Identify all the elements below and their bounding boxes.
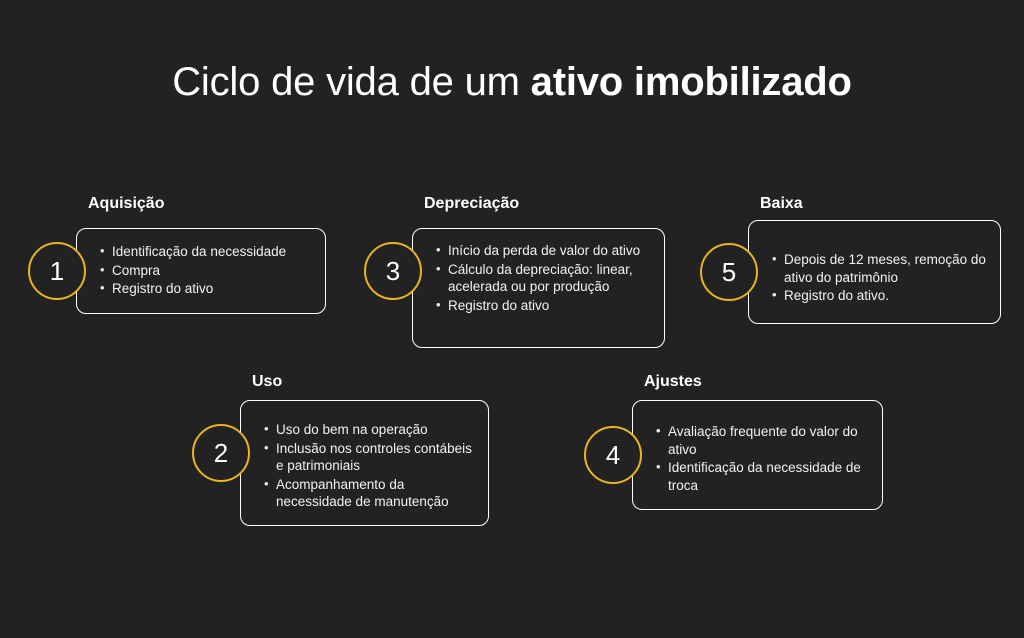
list-item: • Registro do ativo bbox=[100, 280, 315, 298]
list-item: • Compra bbox=[100, 262, 315, 280]
list-item: • Acompanhamento da necessidade de manutenção bbox=[264, 476, 479, 511]
step-4-number: 4 bbox=[584, 426, 642, 484]
step-3-number: 3 bbox=[364, 242, 422, 300]
list-item: • Registro do ativo. bbox=[772, 287, 992, 305]
list-item: • Identificação da necessidade bbox=[100, 243, 315, 261]
step-5-number: 5 bbox=[700, 243, 758, 301]
step-2-label: Uso bbox=[252, 373, 283, 390]
step-3-label: Depreciação bbox=[424, 195, 520, 212]
list-item: • Depois de 12 meses, remoção do ativo do patrimônio bbox=[772, 251, 992, 286]
step-4-bullets bbox=[656, 423, 874, 495]
step-1-bullets bbox=[100, 243, 315, 299]
step-5-label: Baixa bbox=[760, 195, 803, 212]
step-5-bullets bbox=[772, 251, 992, 306]
list-item: • Início da perda de valor do ativo bbox=[436, 242, 654, 260]
list-item: • Inclusão nos controles contábeis e patrimoniais bbox=[264, 440, 479, 475]
step-3-bullets bbox=[436, 242, 654, 315]
step-2-number: 2 bbox=[192, 424, 250, 482]
step-1-label: Aquisição bbox=[88, 195, 165, 212]
list-item: • Registro do ativo bbox=[436, 297, 654, 315]
list-item: • Uso do bem na operação bbox=[264, 421, 479, 439]
step-4-label: Ajustes bbox=[644, 373, 702, 390]
step-2-bullets bbox=[264, 421, 479, 512]
list-item: • Identificação da necessidade de troca bbox=[656, 459, 874, 494]
page-title-plain: Ciclo de vida de um bbox=[172, 60, 531, 104]
step-1-number: 1 bbox=[28, 242, 86, 300]
list-item: • Avaliação frequente do valor do ativo bbox=[656, 423, 874, 458]
page-title-bold: ativo imobilizado bbox=[530, 60, 852, 104]
list-item: • Cálculo da depreciação: linear, acelerada ou por produção bbox=[436, 261, 654, 296]
page-title bbox=[0, 58, 1024, 106]
